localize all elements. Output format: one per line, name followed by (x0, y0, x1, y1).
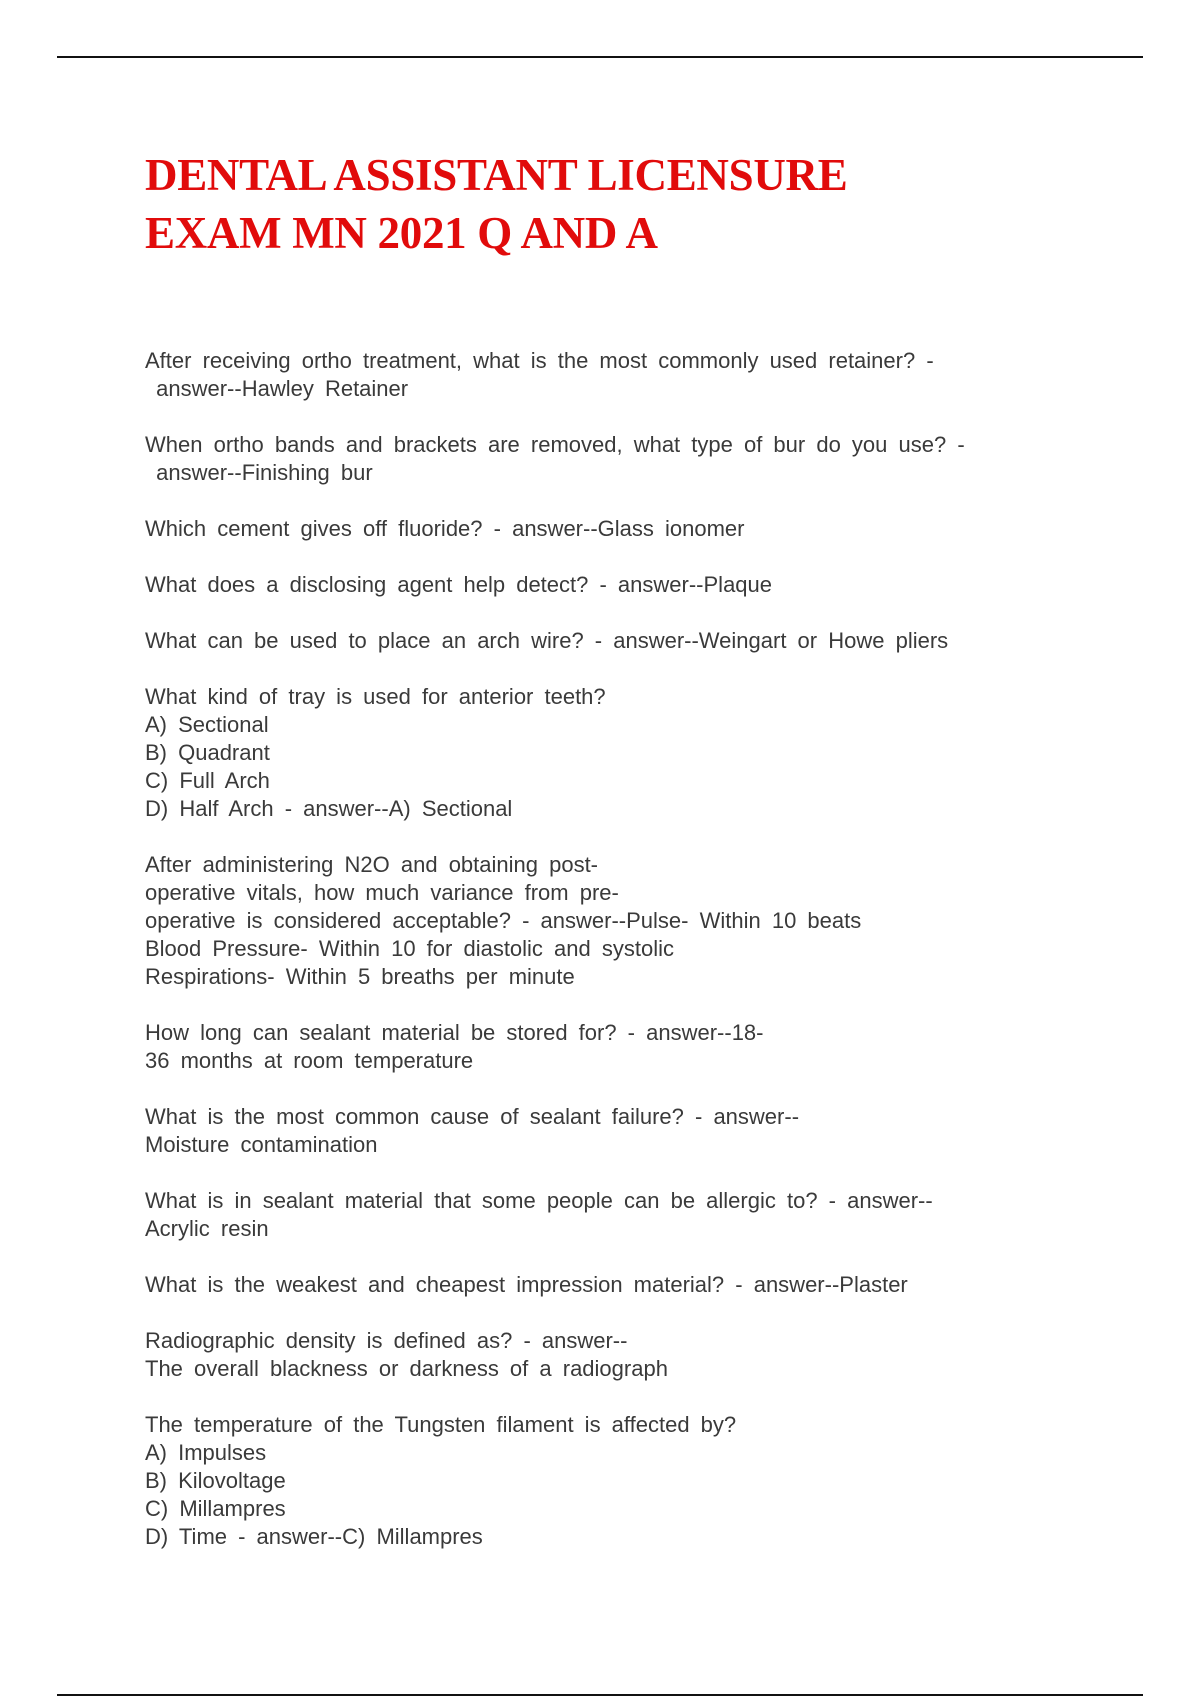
qa-line: B) Quadrant (145, 740, 270, 765)
qa-line: Which cement gives off fluoride? - answer--Glass ionomer (145, 516, 745, 541)
qa-item (145, 1019, 1075, 1075)
qa-line: The overall blackness or darkness of a radiograph (145, 1356, 668, 1381)
qa-line: What kind of tray is used for anterior teeth? (145, 684, 606, 709)
document-page (145, 146, 1075, 1579)
qa-line: 36 months at room temperature (145, 1048, 474, 1073)
qa-line: B) Kilovoltage (145, 1468, 286, 1493)
qa-item (145, 571, 1075, 599)
qa-line: Respirations- Within 5 breaths per minute (145, 964, 575, 989)
qa-item (145, 1103, 1075, 1159)
qa-line: After receiving ortho treatment, what is the most commonly used retainer? - (145, 348, 934, 373)
footer-rule (57, 1694, 1143, 1696)
qa-item (145, 1271, 1075, 1299)
qa-line: D) Half Arch - answer--A) Sectional (145, 796, 513, 821)
qa-line: D) Time - answer--C) Millampres (145, 1524, 483, 1549)
qa-line: Radiographic density is defined as? - answer-- (145, 1328, 628, 1353)
qa-line: answer--Hawley Retainer (145, 376, 409, 401)
qa-line: What is the weakest and cheapest impression material? - answer--Plaster (145, 1272, 908, 1297)
qa-line: The temperature of the Tungsten filament is affected by? (145, 1412, 737, 1437)
qa-item (145, 1411, 1075, 1551)
document-title (145, 146, 1075, 262)
qa-line: After administering N2O and obtaining post- (145, 852, 599, 877)
qa-line: answer--Finishing bur (145, 460, 373, 485)
qa-item (145, 431, 1075, 487)
title-line: EXAM MN 2021 Q AND A (145, 208, 658, 258)
qa-line: What can be used to place an arch wire? - answer--Weingart or Howe pliers (145, 628, 949, 653)
qa-line: What does a disclosing agent help detect? - answer--Plaque (145, 572, 773, 597)
title-line: DENTAL ASSISTANT LICENSURE (145, 150, 848, 200)
qa-line: operative is considered acceptable? - answer--Pulse- Within 10 beats (145, 908, 862, 933)
qa-line: C) Millampres (145, 1496, 286, 1521)
qa-line: A) Impulses (145, 1440, 267, 1465)
qa-item (145, 683, 1075, 823)
qa-line: Acrylic resin (145, 1216, 269, 1241)
qa-line: Moisture contamination (145, 1132, 378, 1157)
qa-item (145, 347, 1075, 403)
qa-line: operative vitals, how much variance from pre- (145, 880, 619, 905)
qa-line: C) Full Arch (145, 768, 270, 793)
qa-line: When ortho bands and brackets are removed, what type of bur do you use? - (145, 432, 965, 457)
qa-list (145, 347, 1075, 1551)
qa-line: A) Sectional (145, 712, 269, 737)
qa-item (145, 1187, 1075, 1243)
qa-item (145, 1327, 1075, 1383)
qa-line: What is in sealant material that some people can be allergic to? - answer-- (145, 1188, 933, 1213)
qa-item (145, 515, 1075, 543)
header-rule (57, 56, 1143, 58)
qa-line: How long can sealant material be stored for? - answer--18- (145, 1020, 764, 1045)
qa-line: What is the most common cause of sealant failure? - answer-- (145, 1104, 800, 1129)
qa-line: Blood Pressure- Within 10 for diastolic and systolic (145, 936, 674, 961)
qa-item (145, 627, 1075, 655)
qa-item (145, 851, 1075, 991)
